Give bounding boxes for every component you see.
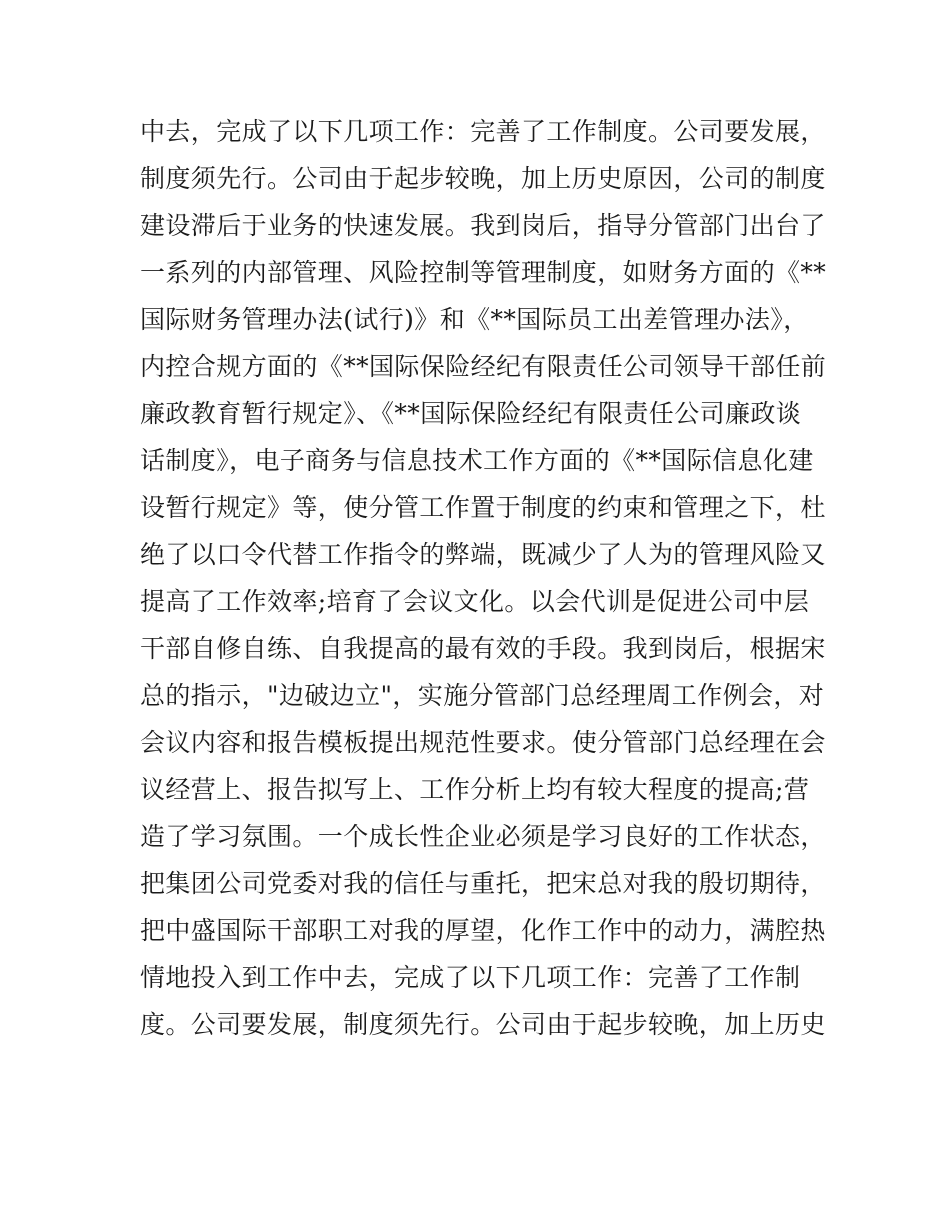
text-line: 总的指示，"边破边立"，实施分管部门总经理周工作例会，对 <box>140 681 825 710</box>
text-line: 干部自修自练、自我提高的最有效的手段。我到岗后，根据宋 <box>140 634 826 663</box>
text-line: 把中盛国际干部职工对我的厚望，化作工作中的动力，满腔热 <box>140 916 826 945</box>
text-line: 国际财务管理办法(试行)》和《**国际员工出差管理办法》， <box>140 305 809 334</box>
text-line: 建设滞后于业务的快速发展。我到岗后，指导分管部门出台了 <box>140 211 826 240</box>
text-line: 议经营上、报告拟写上、工作分析上均有较大程度的提高;营 <box>140 775 810 804</box>
text-line: 情地投入到工作中去，完成了以下几项工作：完善了工作制 <box>140 963 801 992</box>
text-line: 把集团公司党委对我的信任与重托，把宋总对我的殷切期待， <box>140 869 826 898</box>
text-line: 内控合规方面的《**国际保险经纪有限责任公司领导干部任前 <box>140 352 827 381</box>
text-line: 提高了工作效率;培育了会议文化。以会代训是促进公司中层 <box>140 587 810 616</box>
text-line: 话制度》，电子商务与信息技术工作方面的《**国际信息化建 <box>140 446 814 475</box>
text-line: 会议内容和报告模板提出规范性要求。使分管部门总经理在会 <box>140 728 826 757</box>
text-line: 造了学习氛围。一个成长性企业必须是学习良好的工作状态， <box>140 822 826 851</box>
body-text <box>140 108 827 1048</box>
text-line: 绝了以口令代替工作指令的弊端，既减少了人为的管理风险又 <box>140 540 826 569</box>
text-line: 设暂行规定》等，使分管工作置于制度的约束和管理之下，杜 <box>140 493 826 522</box>
text-line: 中去，完成了以下几项工作：完善了工作制度。公司要发展， <box>140 117 826 146</box>
text-line: 度。公司要发展，制度须先行。公司由于起步较晚，加上历史 <box>140 1010 826 1039</box>
text-line: 一系列的内部管理、风险控制等管理制度，如财务方面的《** <box>140 258 827 287</box>
text-line: 制度须先行。公司由于起步较晚，加上历史原因，公司的制度 <box>140 164 826 193</box>
text-line: 廉政教育暂行规定》、《**国际保险经纪有限责任公司廉政谈 <box>140 399 802 428</box>
